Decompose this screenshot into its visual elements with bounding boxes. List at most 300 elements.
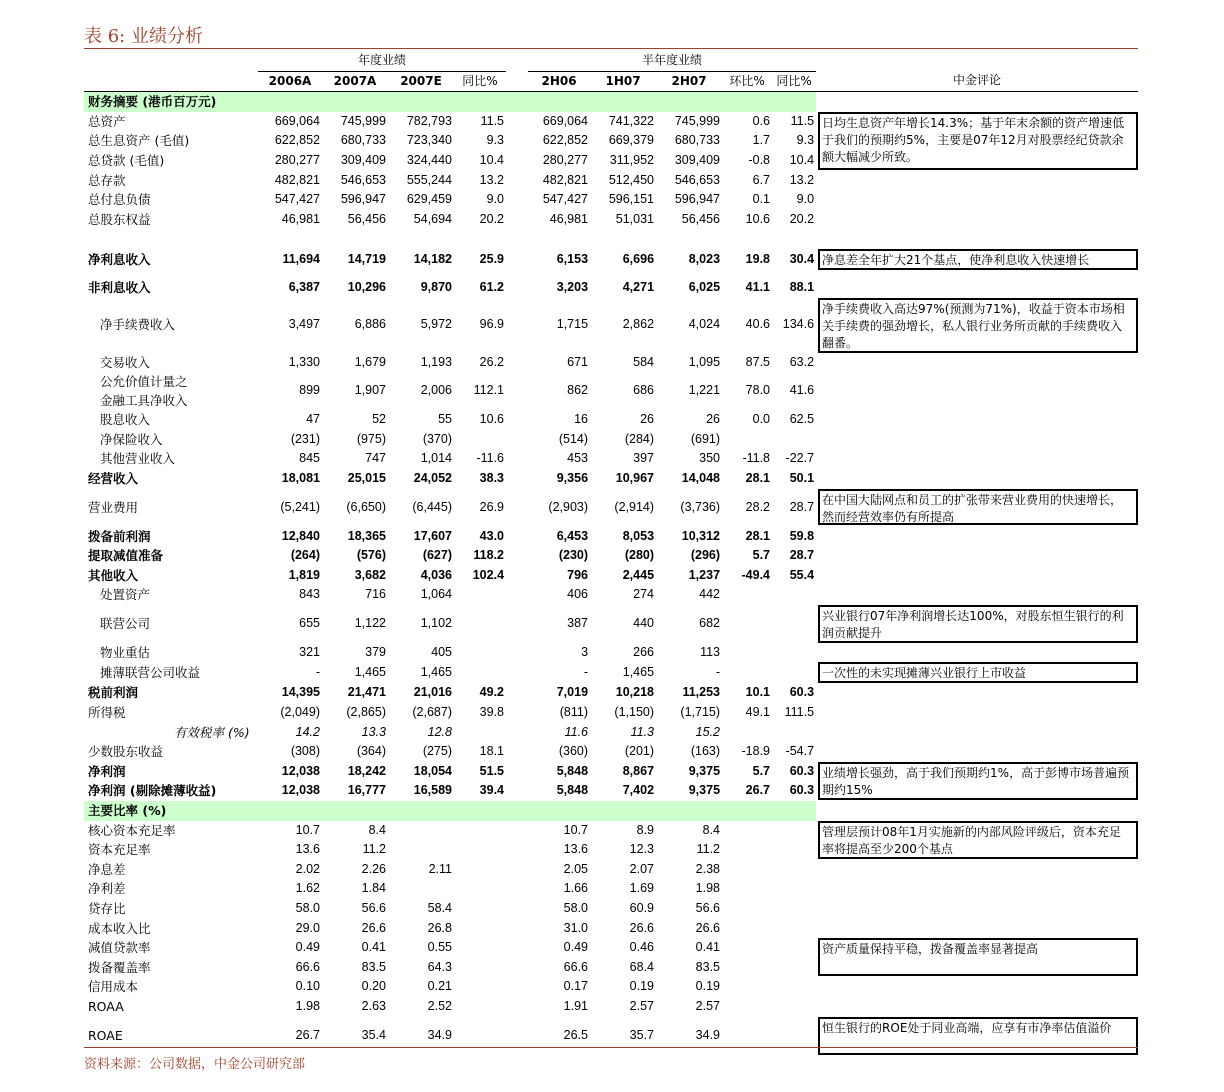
value-cell: 51,031 xyxy=(615,211,655,226)
row-label: 股息收入 xyxy=(100,412,151,428)
value-cell xyxy=(722,723,772,743)
spacer-cell xyxy=(84,270,1138,278)
comment-box: 兴业银行07年净利润增长达100%，对股东恒生银行的利润贡献提升 xyxy=(818,605,1138,643)
value-cell: 28.7 xyxy=(789,499,815,514)
section-header-row xyxy=(84,92,1138,112)
value-cell xyxy=(454,958,506,978)
value-cell: 0.10 xyxy=(295,979,320,994)
row-label: 净利差 xyxy=(88,881,126,897)
value-cell: 46,981 xyxy=(549,211,589,226)
value-cell: 10.6 xyxy=(745,211,771,226)
value-cell: 1,715 xyxy=(556,317,589,332)
value-cell xyxy=(454,643,506,663)
value-cell: 796 xyxy=(567,567,589,582)
value-cell xyxy=(454,977,506,997)
value-cell: (2,914) xyxy=(614,499,655,514)
table-row xyxy=(84,723,1138,743)
value-cell: 21,016 xyxy=(413,685,452,700)
table-row xyxy=(84,1017,1138,1055)
table-row xyxy=(84,703,1138,723)
table-row xyxy=(84,171,1138,191)
row-label: 贷存比 xyxy=(88,901,126,916)
value-cell xyxy=(772,840,816,860)
value-cell: 24,052 xyxy=(413,470,452,485)
value-cell: 622,852 xyxy=(542,133,589,148)
value-cell: 0.41 xyxy=(695,940,721,955)
value-cell xyxy=(772,1017,816,1055)
value-cell: 680,733 xyxy=(340,133,386,148)
value-cell: 60.3 xyxy=(789,685,815,700)
value-cell xyxy=(722,821,772,841)
value-cell: 1.98 xyxy=(295,998,320,1013)
value-cell: 8.9 xyxy=(636,822,655,837)
value-cell: 34.9 xyxy=(427,1027,452,1042)
value-cell: 7,019 xyxy=(556,685,589,700)
value-cell: 9,356 xyxy=(556,470,589,485)
row-label: 摊薄联营公司收益 xyxy=(100,665,201,681)
comment-cell xyxy=(816,249,1138,270)
value-cell xyxy=(388,879,454,899)
value-cell: 1,014 xyxy=(420,451,452,466)
row-label: ROAA xyxy=(88,998,124,1014)
table-row xyxy=(84,546,1138,566)
value-cell: 669,379 xyxy=(608,133,655,148)
value-cell xyxy=(772,958,816,978)
row-label: 总付息负债 xyxy=(88,192,151,208)
row-label: 交易收入 xyxy=(100,354,151,370)
value-cell: 680,733 xyxy=(674,133,721,148)
comment-cell xyxy=(816,879,1138,899)
value-cell xyxy=(722,899,772,919)
value-cell: 25.9 xyxy=(479,251,505,266)
row-label xyxy=(84,372,258,410)
gap-cell xyxy=(506,449,528,469)
value-cell: 58.4 xyxy=(427,901,452,915)
value-cell: 6,696 xyxy=(622,251,655,266)
value-cell: 15.2 xyxy=(695,724,721,739)
value-cell: 2.02 xyxy=(295,861,320,876)
comment-header: 中金评论 xyxy=(816,71,1138,92)
comment-cell xyxy=(816,938,1138,977)
value-cell: 0.46 xyxy=(629,940,655,955)
row-label: 净利息收入 xyxy=(88,251,151,267)
value-cell: (280) xyxy=(624,548,655,563)
value-cell: (2,049) xyxy=(280,705,320,720)
value-cell xyxy=(772,919,816,939)
value-cell: 49.2 xyxy=(479,685,505,700)
value-cell: 38.3 xyxy=(479,470,505,485)
row-label: 税前利润 xyxy=(88,685,139,701)
comment-cell xyxy=(816,742,1138,762)
row-label: 非利息收入 xyxy=(88,279,151,295)
gap-cell xyxy=(506,249,528,270)
value-cell: 280,277 xyxy=(542,152,589,167)
value-cell: 1.98 xyxy=(695,881,721,896)
value-cell: 18,081 xyxy=(281,470,320,485)
value-cell: - xyxy=(715,665,721,680)
value-cell: 6,886 xyxy=(354,317,386,332)
value-cell xyxy=(722,997,772,1017)
value-cell xyxy=(454,879,506,899)
row-label: 总资产 xyxy=(88,113,126,129)
value-cell: 14,182 xyxy=(413,251,452,266)
row-label: 经营收入 xyxy=(88,470,139,486)
value-cell: 43.0 xyxy=(479,528,505,543)
value-cell xyxy=(722,643,772,663)
value-cell: 405 xyxy=(431,644,452,659)
value-cell: 2.57 xyxy=(629,998,655,1013)
section-title: 财务摘要 (港币百万元) xyxy=(84,92,816,112)
value-cell: 13.2 xyxy=(789,172,815,187)
value-cell: (296) xyxy=(690,548,721,563)
value-cell: 5.7 xyxy=(752,763,771,778)
col-header: 2H07 xyxy=(656,71,722,92)
value-cell: 899 xyxy=(299,383,320,398)
table-row xyxy=(84,298,1138,353)
value-cell: 10,296 xyxy=(347,279,386,294)
value-cell: 11.5 xyxy=(790,113,815,128)
value-cell: 11.2 xyxy=(696,842,721,857)
gap-cell xyxy=(506,860,528,880)
row-label: 提取减值准备 xyxy=(88,548,164,564)
value-cell: (2,903) xyxy=(548,499,589,514)
value-cell: (264) xyxy=(290,548,320,563)
value-cell: 1,064 xyxy=(420,587,452,602)
value-cell: 66.6 xyxy=(295,959,320,974)
value-cell: 28.1 xyxy=(745,470,771,485)
value-cell: 655 xyxy=(299,616,320,631)
value-cell: 2.05 xyxy=(563,861,589,876)
value-cell xyxy=(454,997,506,1017)
gap-cell xyxy=(506,899,528,919)
table-row xyxy=(84,249,1138,270)
comment-cell xyxy=(816,662,1138,683)
value-cell: (1,715) xyxy=(680,705,721,720)
table-row xyxy=(84,742,1138,762)
col-header: 同比% xyxy=(454,71,506,92)
value-cell: 546,653 xyxy=(674,172,721,187)
table-row xyxy=(84,527,1138,547)
title-rule xyxy=(84,48,1138,49)
comment-box: 净息差全年扩大21个基点，使净利息收入快速增长 xyxy=(818,249,1138,270)
value-cell xyxy=(772,879,816,899)
comment-cell xyxy=(816,353,1138,373)
value-cell: 671 xyxy=(567,354,589,369)
row-label: 信用成本 xyxy=(88,979,139,995)
value-cell: 68.4 xyxy=(629,959,655,974)
value-cell: 2.52 xyxy=(427,998,452,1013)
value-cell: 5,848 xyxy=(556,783,589,798)
table-row xyxy=(84,662,1138,683)
value-cell: 35.4 xyxy=(361,1027,386,1042)
value-cell: 0.49 xyxy=(295,940,320,955)
value-cell: 87.5 xyxy=(745,354,771,369)
value-cell: 26.6 xyxy=(361,920,386,935)
row-label: 总贷款 (毛值) xyxy=(88,152,165,168)
value-cell: (163) xyxy=(690,744,721,759)
table-row xyxy=(84,410,1138,430)
value-cell xyxy=(722,919,772,939)
gap-cell xyxy=(506,489,528,527)
comment-cell xyxy=(816,298,1138,353)
value-cell: 512,450 xyxy=(608,172,655,187)
value-cell: 1,679 xyxy=(354,354,386,369)
value-cell: 397 xyxy=(633,451,655,466)
value-cell: 58.0 xyxy=(563,901,589,915)
table-row xyxy=(84,879,1138,899)
value-cell: 547,427 xyxy=(274,192,320,207)
value-cell: 18.1 xyxy=(479,744,505,759)
value-cell: 14,048 xyxy=(681,470,721,485)
value-cell xyxy=(722,879,772,899)
value-cell: 10.6 xyxy=(479,412,505,427)
value-cell: 54,694 xyxy=(413,211,452,226)
value-cell: 669,064 xyxy=(274,113,320,128)
value-cell xyxy=(722,662,772,683)
comment-cell xyxy=(816,171,1138,191)
value-cell: 30.4 xyxy=(789,251,815,266)
value-cell xyxy=(772,585,816,605)
value-cell: (201) xyxy=(624,744,655,759)
value-cell: 56,456 xyxy=(681,211,721,226)
value-cell: 10.4 xyxy=(789,152,815,167)
value-cell: 18,365 xyxy=(347,528,386,543)
value-cell: 61.2 xyxy=(479,279,505,294)
value-cell: 782,793 xyxy=(406,113,452,128)
value-cell: 669,064 xyxy=(542,113,589,128)
value-cell: 1,102 xyxy=(420,616,452,631)
comment-box: 业绩增长强劲，高于我们预期约1%，高于彭博市场普遍预期约15% xyxy=(818,762,1138,800)
value-cell: 51.5 xyxy=(479,763,505,778)
value-cell xyxy=(454,821,506,841)
value-cell: 5,848 xyxy=(556,763,589,778)
value-cell: 1,330 xyxy=(288,354,320,369)
value-cell: 1.91 xyxy=(563,998,589,1013)
value-cell: 10.1 xyxy=(745,685,771,700)
value-cell: 482,821 xyxy=(274,172,320,187)
value-cell: 862 xyxy=(567,383,589,398)
value-cell: 5,972 xyxy=(420,317,452,332)
value-cell: 274 xyxy=(633,587,655,602)
value-cell: 113 xyxy=(700,644,721,659)
value-cell: 17,607 xyxy=(413,528,452,543)
value-cell: 8,023 xyxy=(688,251,721,266)
value-cell xyxy=(454,1017,506,1055)
value-cell: 1,221 xyxy=(688,383,721,398)
value-cell: 0.21 xyxy=(427,979,452,994)
table-row xyxy=(84,469,1138,489)
value-cell xyxy=(772,821,816,841)
gap-cell xyxy=(506,410,528,430)
value-cell: (3,736) xyxy=(680,499,721,514)
value-cell: 9,375 xyxy=(688,783,721,798)
value-cell: 13.6 xyxy=(295,842,320,857)
value-cell: 13.2 xyxy=(479,172,505,187)
value-cell xyxy=(722,860,772,880)
gap-cell xyxy=(506,879,528,899)
value-cell: 55 xyxy=(438,412,452,427)
value-cell xyxy=(722,938,772,958)
value-cell: 9.0 xyxy=(486,192,505,207)
comment-cell xyxy=(816,977,1138,997)
value-cell: 12,840 xyxy=(281,528,320,543)
value-cell xyxy=(722,605,772,643)
value-cell: 83.5 xyxy=(695,959,721,974)
value-cell xyxy=(454,585,506,605)
value-cell: 26.2 xyxy=(479,354,505,369)
value-cell: 39.8 xyxy=(479,705,505,720)
value-cell: 14,719 xyxy=(347,251,386,266)
comment-box: 管理层预计08年1月实施新的内部风险评级后，资本充足率将提高至少200个基点 xyxy=(818,821,1138,859)
value-cell: 28.1 xyxy=(745,528,771,543)
gap-cell xyxy=(506,353,528,373)
comment-cell xyxy=(816,643,1138,663)
value-cell xyxy=(772,860,816,880)
row-label: 物业重估 xyxy=(100,644,151,660)
value-cell: 18,054 xyxy=(413,763,452,778)
col-header: 2H06 xyxy=(528,71,590,92)
gap-cell xyxy=(506,683,528,703)
comment-cell xyxy=(816,190,1138,210)
gap-cell xyxy=(506,723,528,743)
value-cell: 26.6 xyxy=(695,920,721,935)
value-cell: 0.19 xyxy=(629,979,655,994)
row-label-line: 公允价值计量之 xyxy=(100,374,188,390)
value-cell xyxy=(388,840,454,860)
value-cell: -11.8 xyxy=(742,451,771,466)
value-cell: 2,006 xyxy=(420,383,452,398)
value-cell: 2.07 xyxy=(629,861,655,876)
value-cell xyxy=(722,977,772,997)
row-label: 所得税 xyxy=(88,705,126,721)
value-cell: 482,821 xyxy=(542,172,589,187)
value-cell: 555,244 xyxy=(406,172,452,187)
row-label: 净手续费收入 xyxy=(100,317,176,333)
value-cell: (370) xyxy=(422,431,452,446)
value-cell: 266 xyxy=(633,644,655,659)
value-cell: 21,471 xyxy=(347,685,386,700)
value-cell xyxy=(772,723,816,743)
value-cell: 11,694 xyxy=(282,251,320,266)
gap-cell xyxy=(506,1017,528,1055)
value-cell: 5.7 xyxy=(752,548,771,563)
row-label: 资本充足率 xyxy=(88,842,151,858)
value-cell: 1.62 xyxy=(295,881,320,896)
col-header: 2007A xyxy=(322,71,388,92)
value-cell: 10,967 xyxy=(615,470,655,485)
gap-cell xyxy=(506,430,528,450)
section-comment-cell xyxy=(816,801,1138,821)
table-row xyxy=(84,919,1138,939)
value-cell: (627) xyxy=(422,548,452,563)
value-cell: 47 xyxy=(306,412,320,427)
value-cell: 8.4 xyxy=(368,822,386,837)
value-cell: - xyxy=(315,665,320,680)
value-cell: 309,409 xyxy=(340,152,386,167)
value-cell: 62.5 xyxy=(789,412,815,427)
comment-box: 恒生银行的ROE处于同业高端，应享有市净率估值溢价 xyxy=(818,1017,1138,1055)
value-cell xyxy=(454,430,506,450)
comment-cell xyxy=(816,1017,1138,1055)
value-cell: 2.11 xyxy=(428,861,452,876)
comment-cell xyxy=(816,723,1138,743)
value-cell: 547,427 xyxy=(542,192,589,207)
value-cell: 2,862 xyxy=(622,317,655,332)
value-cell: 7,402 xyxy=(622,783,655,798)
col-header: 环比% xyxy=(722,71,772,92)
gap-cell xyxy=(506,566,528,586)
value-cell xyxy=(772,899,816,919)
value-cell: 16,589 xyxy=(413,783,452,798)
value-cell: 741,322 xyxy=(608,113,655,128)
value-cell: 1,819 xyxy=(288,567,320,582)
gap-cell xyxy=(506,977,528,997)
value-cell: 3,682 xyxy=(354,567,386,582)
value-cell: 3 xyxy=(581,644,589,659)
table-row xyxy=(84,899,1138,919)
section-header-row xyxy=(84,801,1138,821)
value-cell xyxy=(454,938,506,958)
value-cell: 8.4 xyxy=(702,822,721,837)
value-cell: 3,497 xyxy=(288,317,320,332)
value-cell: 29.0 xyxy=(295,920,320,935)
value-cell xyxy=(772,938,816,958)
comment-cell xyxy=(816,489,1138,527)
value-cell: 41.1 xyxy=(745,279,771,294)
row-label: 少数股东收益 xyxy=(88,744,164,760)
value-cell: 745,999 xyxy=(674,113,721,128)
value-cell: 453 xyxy=(567,451,589,466)
value-cell: 10.4 xyxy=(479,152,505,167)
value-cell xyxy=(772,997,816,1017)
value-cell: 9.3 xyxy=(486,133,505,148)
value-cell xyxy=(388,821,454,841)
row-label: 成本收入比 xyxy=(88,920,151,936)
header-group-row xyxy=(84,51,1138,71)
value-cell: 26.8 xyxy=(427,920,452,935)
value-cell: 118.2 xyxy=(473,548,505,563)
value-cell: 629,459 xyxy=(406,192,452,207)
value-cell xyxy=(772,430,816,450)
gap-cell xyxy=(506,605,528,643)
value-cell: 88.1 xyxy=(789,279,815,294)
value-cell: 18,242 xyxy=(347,763,386,778)
comment-cell xyxy=(816,860,1138,880)
value-cell: 2.38 xyxy=(695,861,721,876)
value-cell xyxy=(454,860,506,880)
comment-cell xyxy=(816,703,1138,723)
value-cell: 56.6 xyxy=(361,901,386,915)
value-cell: 350 xyxy=(699,451,721,466)
value-cell xyxy=(454,899,506,919)
comment-cell xyxy=(816,585,1138,605)
row-label: 其他收入 xyxy=(88,567,139,583)
value-cell: 1.7 xyxy=(752,133,771,148)
table-row xyxy=(84,112,1138,132)
row-label: 核心资本充足率 xyxy=(88,822,176,838)
value-cell: 9,870 xyxy=(420,279,452,294)
row-label: 处置资产 xyxy=(100,587,151,603)
value-cell: 26 xyxy=(706,412,721,427)
value-cell: 14,395 xyxy=(281,685,320,700)
gap-cell xyxy=(506,662,528,683)
value-cell: 716 xyxy=(365,587,386,602)
value-cell: 1,237 xyxy=(688,567,721,582)
value-cell: 311,952 xyxy=(609,152,655,167)
annual-group-header: 年度业绩 xyxy=(258,51,506,71)
value-cell: 1.84 xyxy=(361,881,386,896)
value-cell: 50.1 xyxy=(789,470,815,485)
